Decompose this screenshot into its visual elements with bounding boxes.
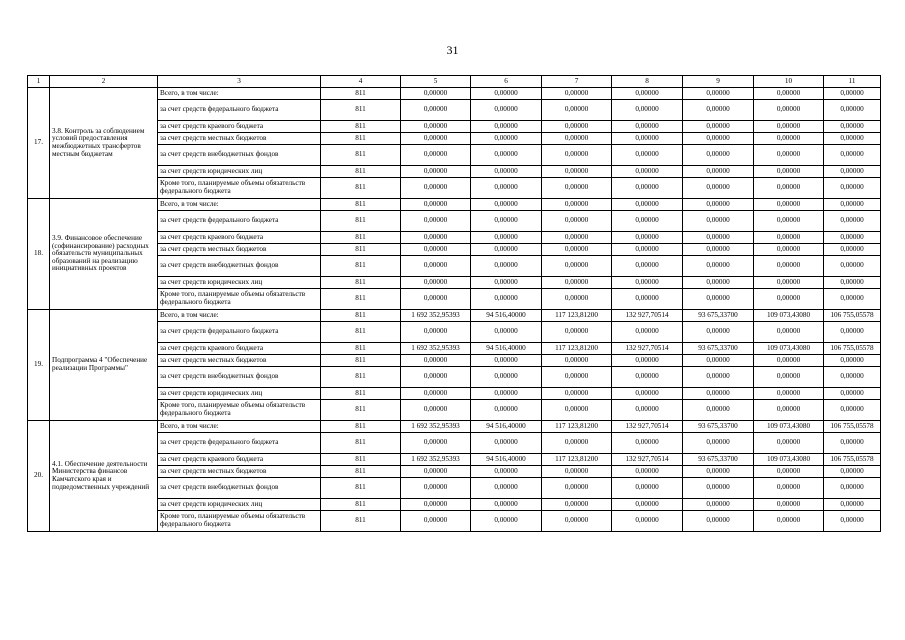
amount-cell: 0,00000 [471,289,542,310]
ministry-code: 811 [321,322,401,343]
amount-cell: 0,00000 [612,277,683,289]
ministry-code: 811 [321,178,401,199]
amount-cell: 93 675,33700 [683,310,754,322]
amount-cell: 0,00000 [542,355,612,367]
amount-cell: 0,00000 [401,100,471,121]
amount-cell: 0,00000 [401,256,471,277]
table-row [28,88,881,100]
amount-cell: 0,00000 [683,388,754,400]
col-header: 11 [824,76,881,88]
amount-cell: 0,00000 [683,121,754,133]
amount-cell: 0,00000 [612,367,683,388]
funding-source: Кроме того, планируемые объемы обязательств федерального бюджета [158,289,321,310]
amount-cell: 0,00000 [612,100,683,121]
amount-cell: 0,00000 [612,466,683,478]
amount-cell: 0,00000 [824,121,881,133]
ministry-code: 811 [321,166,401,178]
funding-source: за счет средств юридических лиц [158,499,321,511]
amount-cell: 0,00000 [683,256,754,277]
amount-cell: 109 073,43080 [754,454,824,466]
amount-cell: 94 516,40000 [471,421,542,433]
ministry-code: 811 [321,466,401,478]
amount-cell: 0,00000 [471,256,542,277]
amount-cell: 0,00000 [471,322,542,343]
amount-cell: 0,00000 [401,178,471,199]
amount-cell: 0,00000 [612,256,683,277]
row-number: 17. [28,88,50,199]
table-row [28,199,881,211]
amount-cell: 0,00000 [401,322,471,343]
amount-cell: 0,00000 [471,400,542,421]
amount-cell: 132 927,70514 [612,454,683,466]
amount-cell: 0,00000 [401,355,471,367]
ministry-code: 811 [321,277,401,289]
funding-source: за счет средств внебюджетных фондов [158,367,321,388]
amount-cell: 0,00000 [542,466,612,478]
col-header: 10 [754,76,824,88]
amount-cell: 0,00000 [824,199,881,211]
amount-cell: 0,00000 [683,133,754,145]
ministry-code: 811 [321,355,401,367]
amount-cell: 0,00000 [471,367,542,388]
amount-cell: 0,00000 [824,256,881,277]
page-number: 31 [446,43,459,57]
amount-cell: 0,00000 [471,121,542,133]
amount-cell: 0,00000 [754,166,824,178]
amount-cell: 93 675,33700 [683,421,754,433]
amount-cell: 0,00000 [754,433,824,454]
amount-cell: 0,00000 [542,178,612,199]
amount-cell: 0,00000 [824,232,881,244]
amount-cell: 0,00000 [612,388,683,400]
budget-table [27,75,881,532]
amount-cell: 1 692 352,95393 [401,343,471,355]
funding-source: за счет средств краевого бюджета [158,121,321,133]
amount-cell: 0,00000 [754,145,824,166]
funding-source: за счет средств краевого бюджета [158,454,321,466]
amount-cell: 132 927,70514 [612,343,683,355]
amount-cell: 0,00000 [471,478,542,499]
measure-name: 3.9. Финансовое обеспечение (софинансирование) расходных обязательств муниципальных образований на реализацию инициативных проектов [50,199,158,310]
amount-cell: 94 516,40000 [471,343,542,355]
amount-cell: 0,00000 [612,133,683,145]
header-row [28,76,881,88]
amount-cell: 0,00000 [683,199,754,211]
amount-cell: 0,00000 [542,244,612,256]
amount-cell: 0,00000 [754,322,824,343]
funding-source: за счет средств внебюджетных фондов [158,145,321,166]
amount-cell: 0,00000 [754,133,824,145]
amount-cell: 0,00000 [401,511,471,532]
ministry-code: 811 [321,88,401,100]
funding-source: за счет средств федерального бюджета [158,211,321,232]
measure-name: 3.8. Контроль за соблюдением условий предоставления межбюджетных трансфертов местным бюджетам [50,88,158,199]
amount-cell: 117 123,81200 [542,421,612,433]
funding-source: Всего, в том числе: [158,310,321,322]
col-header: 3 [158,76,321,88]
funding-source: за счет средств юридических лиц [158,277,321,289]
amount-cell: 0,00000 [683,232,754,244]
amount-cell: 0,00000 [401,211,471,232]
funding-source: за счет средств местных бюджетов [158,133,321,145]
amount-cell: 0,00000 [824,355,881,367]
ministry-code: 811 [321,310,401,322]
amount-cell: 132 927,70514 [612,310,683,322]
amount-cell: 0,00000 [824,511,881,532]
funding-source: Кроме того, планируемые объемы обязательств федерального бюджета [158,178,321,199]
amount-cell: 0,00000 [824,166,881,178]
funding-source: за счет средств местных бюджетов [158,355,321,367]
measure-name: 4.1. Обеспечение деятельности Министерства финансов Камчатского края и подведомственных учреждений [50,421,158,532]
amount-cell: 0,00000 [824,178,881,199]
amount-cell: 0,00000 [471,178,542,199]
amount-cell: 0,00000 [683,244,754,256]
amount-cell: 0,00000 [401,244,471,256]
amount-cell: 0,00000 [612,289,683,310]
ministry-code: 811 [321,499,401,511]
amount-cell: 132 927,70514 [612,421,683,433]
ministry-code: 811 [321,232,401,244]
table-row [28,421,881,433]
amount-cell: 0,00000 [824,400,881,421]
amount-cell: 0,00000 [471,277,542,289]
amount-cell: 0,00000 [471,244,542,256]
amount-cell: 0,00000 [542,478,612,499]
amount-cell: 0,00000 [754,100,824,121]
col-header: 1 [28,76,50,88]
funding-source: за счет средств юридических лиц [158,166,321,178]
amount-cell: 0,00000 [824,499,881,511]
amount-cell: 0,00000 [401,145,471,166]
amount-cell: 1 692 352,95393 [401,454,471,466]
ministry-code: 811 [321,211,401,232]
amount-cell: 0,00000 [824,88,881,100]
amount-cell: 1 692 352,95393 [401,310,471,322]
amount-cell: 0,00000 [401,499,471,511]
amount-cell: 0,00000 [612,478,683,499]
amount-cell: 0,00000 [471,88,542,100]
amount-cell: 0,00000 [612,355,683,367]
amount-cell: 0,00000 [754,232,824,244]
amount-cell: 0,00000 [401,478,471,499]
amount-cell: 0,00000 [542,277,612,289]
funding-source: Всего, в том числе: [158,421,321,433]
amount-cell: 0,00000 [401,289,471,310]
amount-cell: 0,00000 [754,355,824,367]
funding-source: за счет средств внебюджетных фондов [158,478,321,499]
amount-cell: 0,00000 [754,466,824,478]
amount-cell: 0,00000 [824,100,881,121]
amount-cell: 0,00000 [542,100,612,121]
amount-cell: 0,00000 [612,322,683,343]
amount-cell: 0,00000 [542,400,612,421]
amount-cell: 0,00000 [612,121,683,133]
ministry-code: 811 [321,454,401,466]
amount-cell: 0,00000 [824,367,881,388]
amount-cell: 106 755,05578 [824,454,881,466]
amount-cell: 0,00000 [401,433,471,454]
funding-source: за счет средств краевого бюджета [158,343,321,355]
amount-cell: 0,00000 [542,166,612,178]
measure-name: Подпрограмма 4 "Обеспечение реализации Программы" [50,310,158,421]
amount-cell: 0,00000 [612,232,683,244]
amount-cell: 0,00000 [542,256,612,277]
ministry-code: 811 [321,100,401,121]
amount-cell: 0,00000 [824,322,881,343]
ministry-code: 811 [321,256,401,277]
amount-cell: 0,00000 [542,289,612,310]
amount-cell: 0,00000 [754,211,824,232]
amount-cell: 0,00000 [754,178,824,199]
amount-cell: 0,00000 [542,367,612,388]
amount-cell: 106 755,05578 [824,343,881,355]
amount-cell: 0,00000 [612,499,683,511]
amount-cell: 109 073,43080 [754,310,824,322]
amount-cell: 0,00000 [754,121,824,133]
amount-cell: 0,00000 [401,367,471,388]
funding-source: за счет средств федерального бюджета [158,322,321,343]
ministry-code: 811 [321,289,401,310]
amount-cell: 0,00000 [683,289,754,310]
col-header: 7 [542,76,612,88]
amount-cell: 0,00000 [824,466,881,478]
amount-cell: 0,00000 [824,211,881,232]
ministry-code: 811 [321,388,401,400]
funding-source: за счет средств внебюджетных фондов [158,256,321,277]
amount-cell: 0,00000 [754,256,824,277]
amount-cell: 0,00000 [401,166,471,178]
col-header: 4 [321,76,401,88]
amount-cell: 0,00000 [542,499,612,511]
ministry-code: 811 [321,400,401,421]
ministry-code: 811 [321,511,401,532]
table-row [28,310,881,322]
amount-cell: 0,00000 [401,400,471,421]
amount-cell: 0,00000 [401,466,471,478]
amount-cell: 0,00000 [754,367,824,388]
amount-cell: 0,00000 [824,388,881,400]
amount-cell: 0,00000 [683,400,754,421]
amount-cell: 0,00000 [824,145,881,166]
funding-source: Всего, в том числе: [158,88,321,100]
amount-cell: 93 675,33700 [683,343,754,355]
amount-cell: 0,00000 [471,100,542,121]
amount-cell: 0,00000 [542,232,612,244]
amount-cell: 0,00000 [471,466,542,478]
amount-cell: 0,00000 [683,277,754,289]
amount-cell: 0,00000 [401,388,471,400]
table-body [28,88,881,532]
amount-cell: 0,00000 [401,277,471,289]
funding-source: за счет средств местных бюджетов [158,244,321,256]
row-number: 19. [28,310,50,421]
amount-cell: 106 755,05578 [824,310,881,322]
amount-cell: 109 073,43080 [754,343,824,355]
funding-source: за счет средств федерального бюджета [158,433,321,454]
amount-cell: 0,00000 [754,88,824,100]
amount-cell: 0,00000 [683,100,754,121]
row-number: 18. [28,199,50,310]
amount-cell: 0,00000 [683,433,754,454]
amount-cell: 0,00000 [542,145,612,166]
amount-cell: 0,00000 [683,367,754,388]
amount-cell: 0,00000 [542,88,612,100]
funding-source: за счет средств юридических лиц [158,388,321,400]
ministry-code: 811 [321,478,401,499]
amount-cell: 0,00000 [542,199,612,211]
amount-cell: 1 692 352,95393 [401,421,471,433]
amount-cell: 0,00000 [612,400,683,421]
amount-cell: 0,00000 [542,433,612,454]
amount-cell: 0,00000 [612,178,683,199]
amount-cell: 0,00000 [683,178,754,199]
col-header: 9 [683,76,754,88]
amount-cell: 0,00000 [754,499,824,511]
amount-cell: 0,00000 [683,166,754,178]
row-number: 20. [28,421,50,532]
amount-cell: 94 516,40000 [471,454,542,466]
ministry-code: 811 [321,433,401,454]
col-header: 5 [401,76,471,88]
funding-source: за счет средств краевого бюджета [158,232,321,244]
amount-cell: 0,00000 [401,232,471,244]
amount-cell: 0,00000 [542,322,612,343]
amount-cell: 0,00000 [754,400,824,421]
ministry-code: 811 [321,343,401,355]
amount-cell: 0,00000 [683,88,754,100]
amount-cell: 0,00000 [542,211,612,232]
amount-cell: 0,00000 [471,388,542,400]
ministry-code: 811 [321,421,401,433]
amount-cell: 0,00000 [471,433,542,454]
funding-source: Всего, в том числе: [158,199,321,211]
amount-cell: 0,00000 [824,133,881,145]
amount-cell: 0,00000 [824,478,881,499]
amount-cell: 0,00000 [683,355,754,367]
amount-cell: 0,00000 [754,277,824,289]
amount-cell: 93 675,33700 [683,454,754,466]
amount-cell: 0,00000 [542,388,612,400]
ministry-code: 811 [321,145,401,166]
col-header: 6 [471,76,542,88]
amount-cell: 0,00000 [401,199,471,211]
ministry-code: 811 [321,367,401,388]
amount-cell: 0,00000 [401,133,471,145]
amount-cell: 0,00000 [471,145,542,166]
amount-cell: 0,00000 [754,478,824,499]
amount-cell: 0,00000 [471,232,542,244]
amount-cell: 0,00000 [612,433,683,454]
amount-cell: 106 755,05578 [824,421,881,433]
amount-cell: 0,00000 [683,499,754,511]
funding-source: за счет средств местных бюджетов [158,466,321,478]
ministry-code: 811 [321,121,401,133]
amount-cell: 0,00000 [401,88,471,100]
amount-cell: 117 123,81200 [542,454,612,466]
amount-cell: 0,00000 [471,199,542,211]
amount-cell: 0,00000 [683,322,754,343]
amount-cell: 0,00000 [754,511,824,532]
amount-cell: 0,00000 [542,121,612,133]
amount-cell: 0,00000 [683,211,754,232]
ministry-code: 811 [321,244,401,256]
funding-source: Кроме того, планируемые объемы обязательств федерального бюджета [158,400,321,421]
amount-cell: 0,00000 [542,511,612,532]
amount-cell: 117 123,81200 [542,310,612,322]
amount-cell: 0,00000 [471,355,542,367]
amount-cell: 0,00000 [612,145,683,166]
funding-source: Кроме того, планируемые объемы обязательств федерального бюджета [158,511,321,532]
amount-cell: 0,00000 [612,244,683,256]
amount-cell: 0,00000 [542,133,612,145]
col-header: 8 [612,76,683,88]
amount-cell: 0,00000 [612,511,683,532]
amount-cell: 0,00000 [754,244,824,256]
amount-cell: 0,00000 [824,277,881,289]
amount-cell: 0,00000 [754,289,824,310]
ministry-code: 811 [321,199,401,211]
amount-cell: 0,00000 [683,466,754,478]
ministry-code: 811 [321,133,401,145]
col-header: 2 [50,76,158,88]
amount-cell: 0,00000 [754,388,824,400]
amount-cell: 0,00000 [683,511,754,532]
amount-cell: 0,00000 [683,478,754,499]
amount-cell: 109 073,43080 [754,421,824,433]
amount-cell: 0,00000 [471,511,542,532]
amount-cell: 0,00000 [471,211,542,232]
amount-cell: 0,00000 [824,289,881,310]
funding-source: за счет средств федерального бюджета [158,100,321,121]
amount-cell: 0,00000 [471,499,542,511]
amount-cell: 0,00000 [612,166,683,178]
amount-cell: 0,00000 [612,199,683,211]
amount-cell: 0,00000 [612,211,683,232]
amount-cell: 0,00000 [401,121,471,133]
amount-cell: 0,00000 [471,166,542,178]
amount-cell: 0,00000 [612,88,683,100]
amount-cell: 0,00000 [824,244,881,256]
amount-cell: 0,00000 [754,199,824,211]
amount-cell: 0,00000 [471,133,542,145]
amount-cell: 117 123,81200 [542,343,612,355]
amount-cell: 0,00000 [824,433,881,454]
amount-cell: 0,00000 [683,145,754,166]
amount-cell: 94 516,40000 [471,310,542,322]
